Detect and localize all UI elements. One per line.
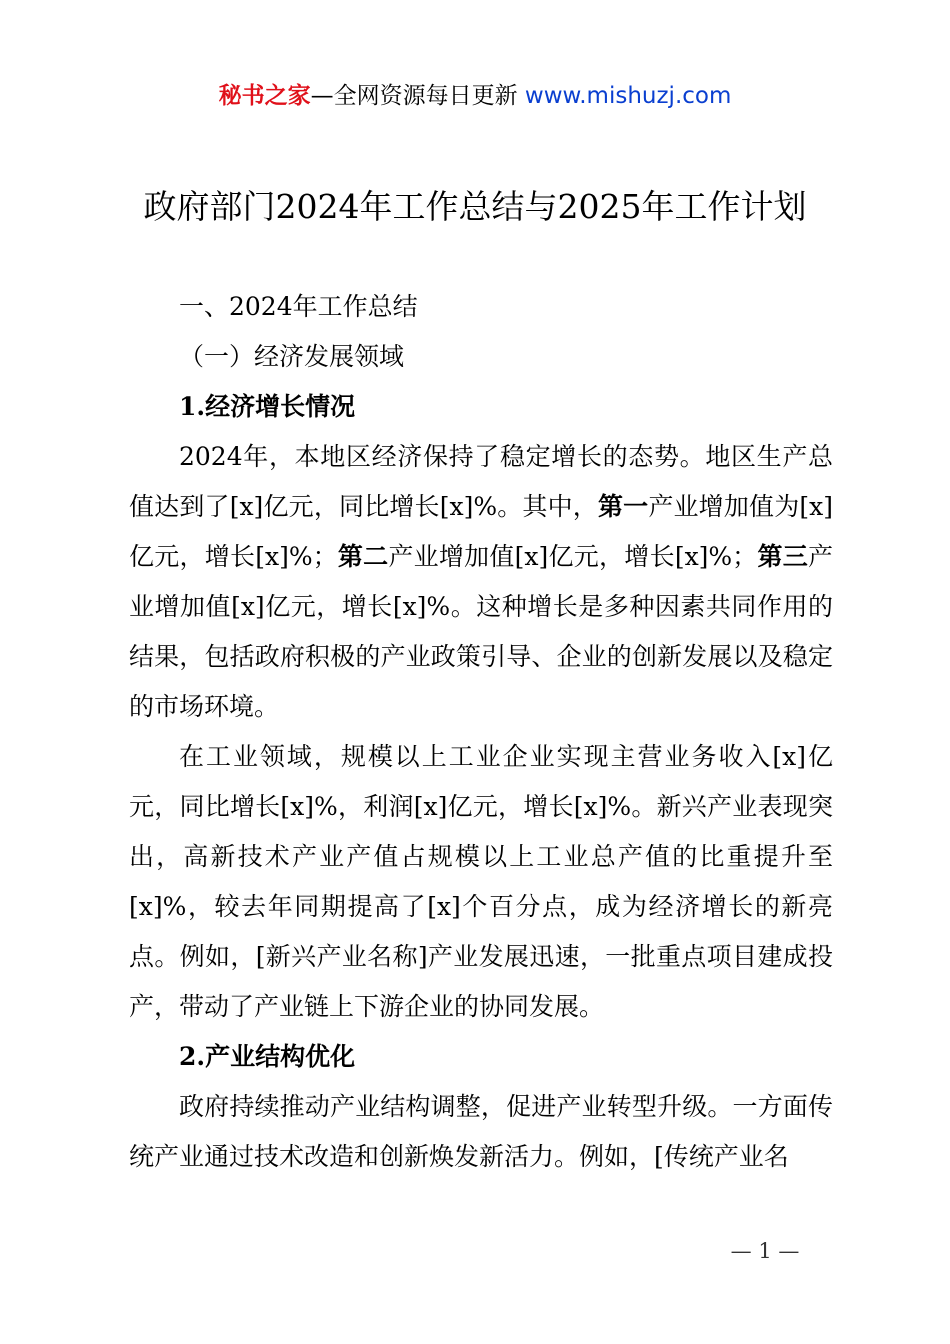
paragraph-1-bold-3: 第三 [757,542,808,571]
paragraph-1-part-d: 产业增加值[x]亿元，增长[x]%； [388,542,758,571]
paragraph-3: 政府持续推动产业结构调整，促进产业转型升级。一方面传统产业通过技术改造和创新焕发新活力。例如，[传统产业名 [129,1092,833,1171]
document-title: 政府部门2024年工作总结与2025年工作计划 [143,187,807,226]
paragraph-1-part-c: 产业增加值为[x]亿元，增长[x]%； [129,492,833,571]
document-body [129,282,833,1182]
site-header [0,78,950,114]
paragraph-1-bold-2: 第二 [337,542,389,571]
paragraph-1 [129,432,833,732]
site-url-link[interactable]: www.mishuzj.com [524,83,732,109]
paragraph-1-part-a: 2024年，本地区经济保持了稳定增长的态势。地区生产总值达到了[x]亿元，同比增长[x]%。其中， [129,442,833,521]
paragraph-1-part-e: 产业增加值[x]亿元，增长[x]%。这种增长是多种因素共同作用的结果，包括政府积极的产业政策引导、企业的创新发展以及稳定的市场环境。 [129,542,833,721]
section-heading-1: 一、2024年工作总结 [179,292,418,321]
item-heading-2: 2.产业结构优化 [179,1042,356,1071]
subsection-heading-1: （一）经济发展领域 [179,342,405,371]
paragraph-1-bold-1: 第一 [597,492,649,521]
paragraph-2: 在工业领域，规模以上工业企业实现主营业务收入[x]亿元，同比增长[x]%，利润[x]亿元，增长[x]%。新兴产业表现突出，高新技术产业产值占规模以上工业总产值的比重提升至[x]%，较去年同期提高了[x]个百分点，成为经济增长的新亮点。例如，[新兴产业名称]产业发展迅速，一批重点项目建成投产，带动了产业链上下游企业的协同发展。 [129,742,833,1021]
page-number: — 1 — [730,1239,800,1263]
item-heading-1: 1.经济增长情况 [179,392,356,421]
brand-name: 秘书之家 [218,83,311,109]
header-tagline: —全网资源每日更新 [310,83,518,109]
